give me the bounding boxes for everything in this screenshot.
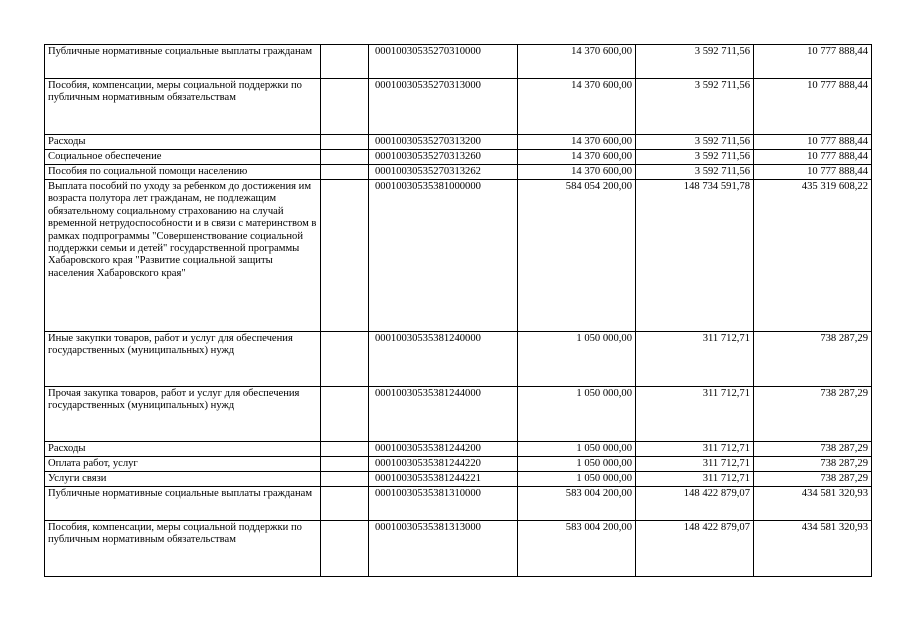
table-row xyxy=(45,457,872,472)
table-row xyxy=(45,45,872,79)
empty-cell xyxy=(321,487,369,521)
row-name-cell: Оплата работ, услуг xyxy=(45,457,321,472)
row-name-cell: Расходы xyxy=(45,442,321,457)
row-name-cell: Услуги связи xyxy=(45,472,321,487)
executed-amount-cell: 311 712,71 xyxy=(636,387,754,442)
executed-amount-cell: 311 712,71 xyxy=(636,472,754,487)
empty-cell xyxy=(321,180,369,332)
row-name-cell: Расходы xyxy=(45,135,321,150)
budget-code-cell: 00010030535270313200 xyxy=(369,135,518,150)
row-name-cell: Пособия по социальной помощи населению xyxy=(45,165,321,180)
row-name-cell: Пособия, компенсации, меры социальной поддержки по публичным нормативным обязательствам xyxy=(45,79,321,135)
table-row xyxy=(45,472,872,487)
table-row xyxy=(45,180,872,332)
remainder-amount-cell: 10 777 888,44 xyxy=(754,150,872,165)
executed-amount-cell: 3 592 711,56 xyxy=(636,150,754,165)
remainder-amount-cell: 10 777 888,44 xyxy=(754,79,872,135)
budget-code-cell: 00010030535381000000 xyxy=(369,180,518,332)
row-name-cell: Прочая закупка товаров, работ и услуг для обеспечения государственных (муниципальных) нужд xyxy=(45,387,321,442)
remainder-amount-cell: 738 287,29 xyxy=(754,332,872,387)
approved-amount-cell: 584 054 200,00 xyxy=(518,180,636,332)
row-name-cell: Выплата пособий по уходу за ребенком до достижения им возраста полутора лет гражданам, не подлежащим обязательному социальному страхованию на случай временной нетрудоспособности и в связи с материнством в рамках подпрограммы "Совершенствование социальной поддержки семьи и детей" государственной программы Хабаровского края "Развитие социальной защиты населения Хабаровского края" xyxy=(45,180,321,332)
empty-cell xyxy=(321,472,369,487)
executed-amount-cell: 3 592 711,56 xyxy=(636,45,754,79)
empty-cell xyxy=(321,442,369,457)
empty-cell xyxy=(321,45,369,79)
approved-amount-cell: 14 370 600,00 xyxy=(518,135,636,150)
budget-code-cell: 00010030535381244221 xyxy=(369,472,518,487)
remainder-amount-cell: 738 287,29 xyxy=(754,442,872,457)
empty-cell xyxy=(321,165,369,180)
remainder-amount-cell: 435 319 608,22 xyxy=(754,180,872,332)
budget-code-cell: 00010030535381244200 xyxy=(369,442,518,457)
empty-cell xyxy=(321,332,369,387)
table-row xyxy=(45,487,872,521)
executed-amount-cell: 311 712,71 xyxy=(636,332,754,387)
budget-code-cell: 00010030535270313262 xyxy=(369,165,518,180)
remainder-amount-cell: 738 287,29 xyxy=(754,387,872,442)
remainder-amount-cell: 10 777 888,44 xyxy=(754,165,872,180)
approved-amount-cell: 14 370 600,00 xyxy=(518,45,636,79)
budget-code-cell: 00010030535381244220 xyxy=(369,457,518,472)
table-row xyxy=(45,135,872,150)
executed-amount-cell: 148 422 879,07 xyxy=(636,487,754,521)
budget-code-cell: 00010030535381310000 xyxy=(369,487,518,521)
budget-execution-table xyxy=(44,44,872,577)
budget-code-cell: 00010030535381244000 xyxy=(369,387,518,442)
approved-amount-cell: 583 004 200,00 xyxy=(518,521,636,577)
table-row xyxy=(45,332,872,387)
row-name-cell: Публичные нормативные социальные выплаты гражданам xyxy=(45,487,321,521)
approved-amount-cell: 583 004 200,00 xyxy=(518,487,636,521)
row-name-cell: Пособия, компенсации, меры социальной поддержки по публичным нормативным обязательствам xyxy=(45,521,321,577)
remainder-amount-cell: 10 777 888,44 xyxy=(754,45,872,79)
executed-amount-cell: 311 712,71 xyxy=(636,442,754,457)
remainder-amount-cell: 434 581 320,93 xyxy=(754,521,872,577)
empty-cell xyxy=(321,457,369,472)
empty-cell xyxy=(321,521,369,577)
remainder-amount-cell: 738 287,29 xyxy=(754,472,872,487)
executed-amount-cell: 148 422 879,07 xyxy=(636,521,754,577)
budget-code-cell: 00010030535270310000 xyxy=(369,45,518,79)
empty-cell xyxy=(321,135,369,150)
empty-cell xyxy=(321,150,369,165)
table-row xyxy=(45,165,872,180)
remainder-amount-cell: 738 287,29 xyxy=(754,457,872,472)
empty-cell xyxy=(321,387,369,442)
approved-amount-cell: 1 050 000,00 xyxy=(518,442,636,457)
approved-amount-cell: 1 050 000,00 xyxy=(518,332,636,387)
budget-code-cell: 00010030535381313000 xyxy=(369,521,518,577)
executed-amount-cell: 311 712,71 xyxy=(636,457,754,472)
remainder-amount-cell: 10 777 888,44 xyxy=(754,135,872,150)
table-row xyxy=(45,387,872,442)
approved-amount-cell: 14 370 600,00 xyxy=(518,150,636,165)
table-row xyxy=(45,79,872,135)
approved-amount-cell: 1 050 000,00 xyxy=(518,387,636,442)
approved-amount-cell: 14 370 600,00 xyxy=(518,79,636,135)
budget-code-cell: 00010030535270313260 xyxy=(369,150,518,165)
approved-amount-cell: 1 050 000,00 xyxy=(518,457,636,472)
row-name-cell: Иные закупки товаров, работ и услуг для обеспечения государственных (муниципальных) нужд xyxy=(45,332,321,387)
table-row xyxy=(45,442,872,457)
approved-amount-cell: 14 370 600,00 xyxy=(518,165,636,180)
budget-code-cell: 00010030535381240000 xyxy=(369,332,518,387)
table-row xyxy=(45,150,872,165)
executed-amount-cell: 3 592 711,56 xyxy=(636,165,754,180)
row-name-cell: Социальное обеспечение xyxy=(45,150,321,165)
executed-amount-cell: 3 592 711,56 xyxy=(636,135,754,150)
executed-amount-cell: 3 592 711,56 xyxy=(636,79,754,135)
executed-amount-cell: 148 734 591,78 xyxy=(636,180,754,332)
approved-amount-cell: 1 050 000,00 xyxy=(518,472,636,487)
empty-cell xyxy=(321,79,369,135)
remainder-amount-cell: 434 581 320,93 xyxy=(754,487,872,521)
budget-code-cell: 00010030535270313000 xyxy=(369,79,518,135)
row-name-cell: Публичные нормативные социальные выплаты гражданам xyxy=(45,45,321,79)
table-row xyxy=(45,521,872,577)
